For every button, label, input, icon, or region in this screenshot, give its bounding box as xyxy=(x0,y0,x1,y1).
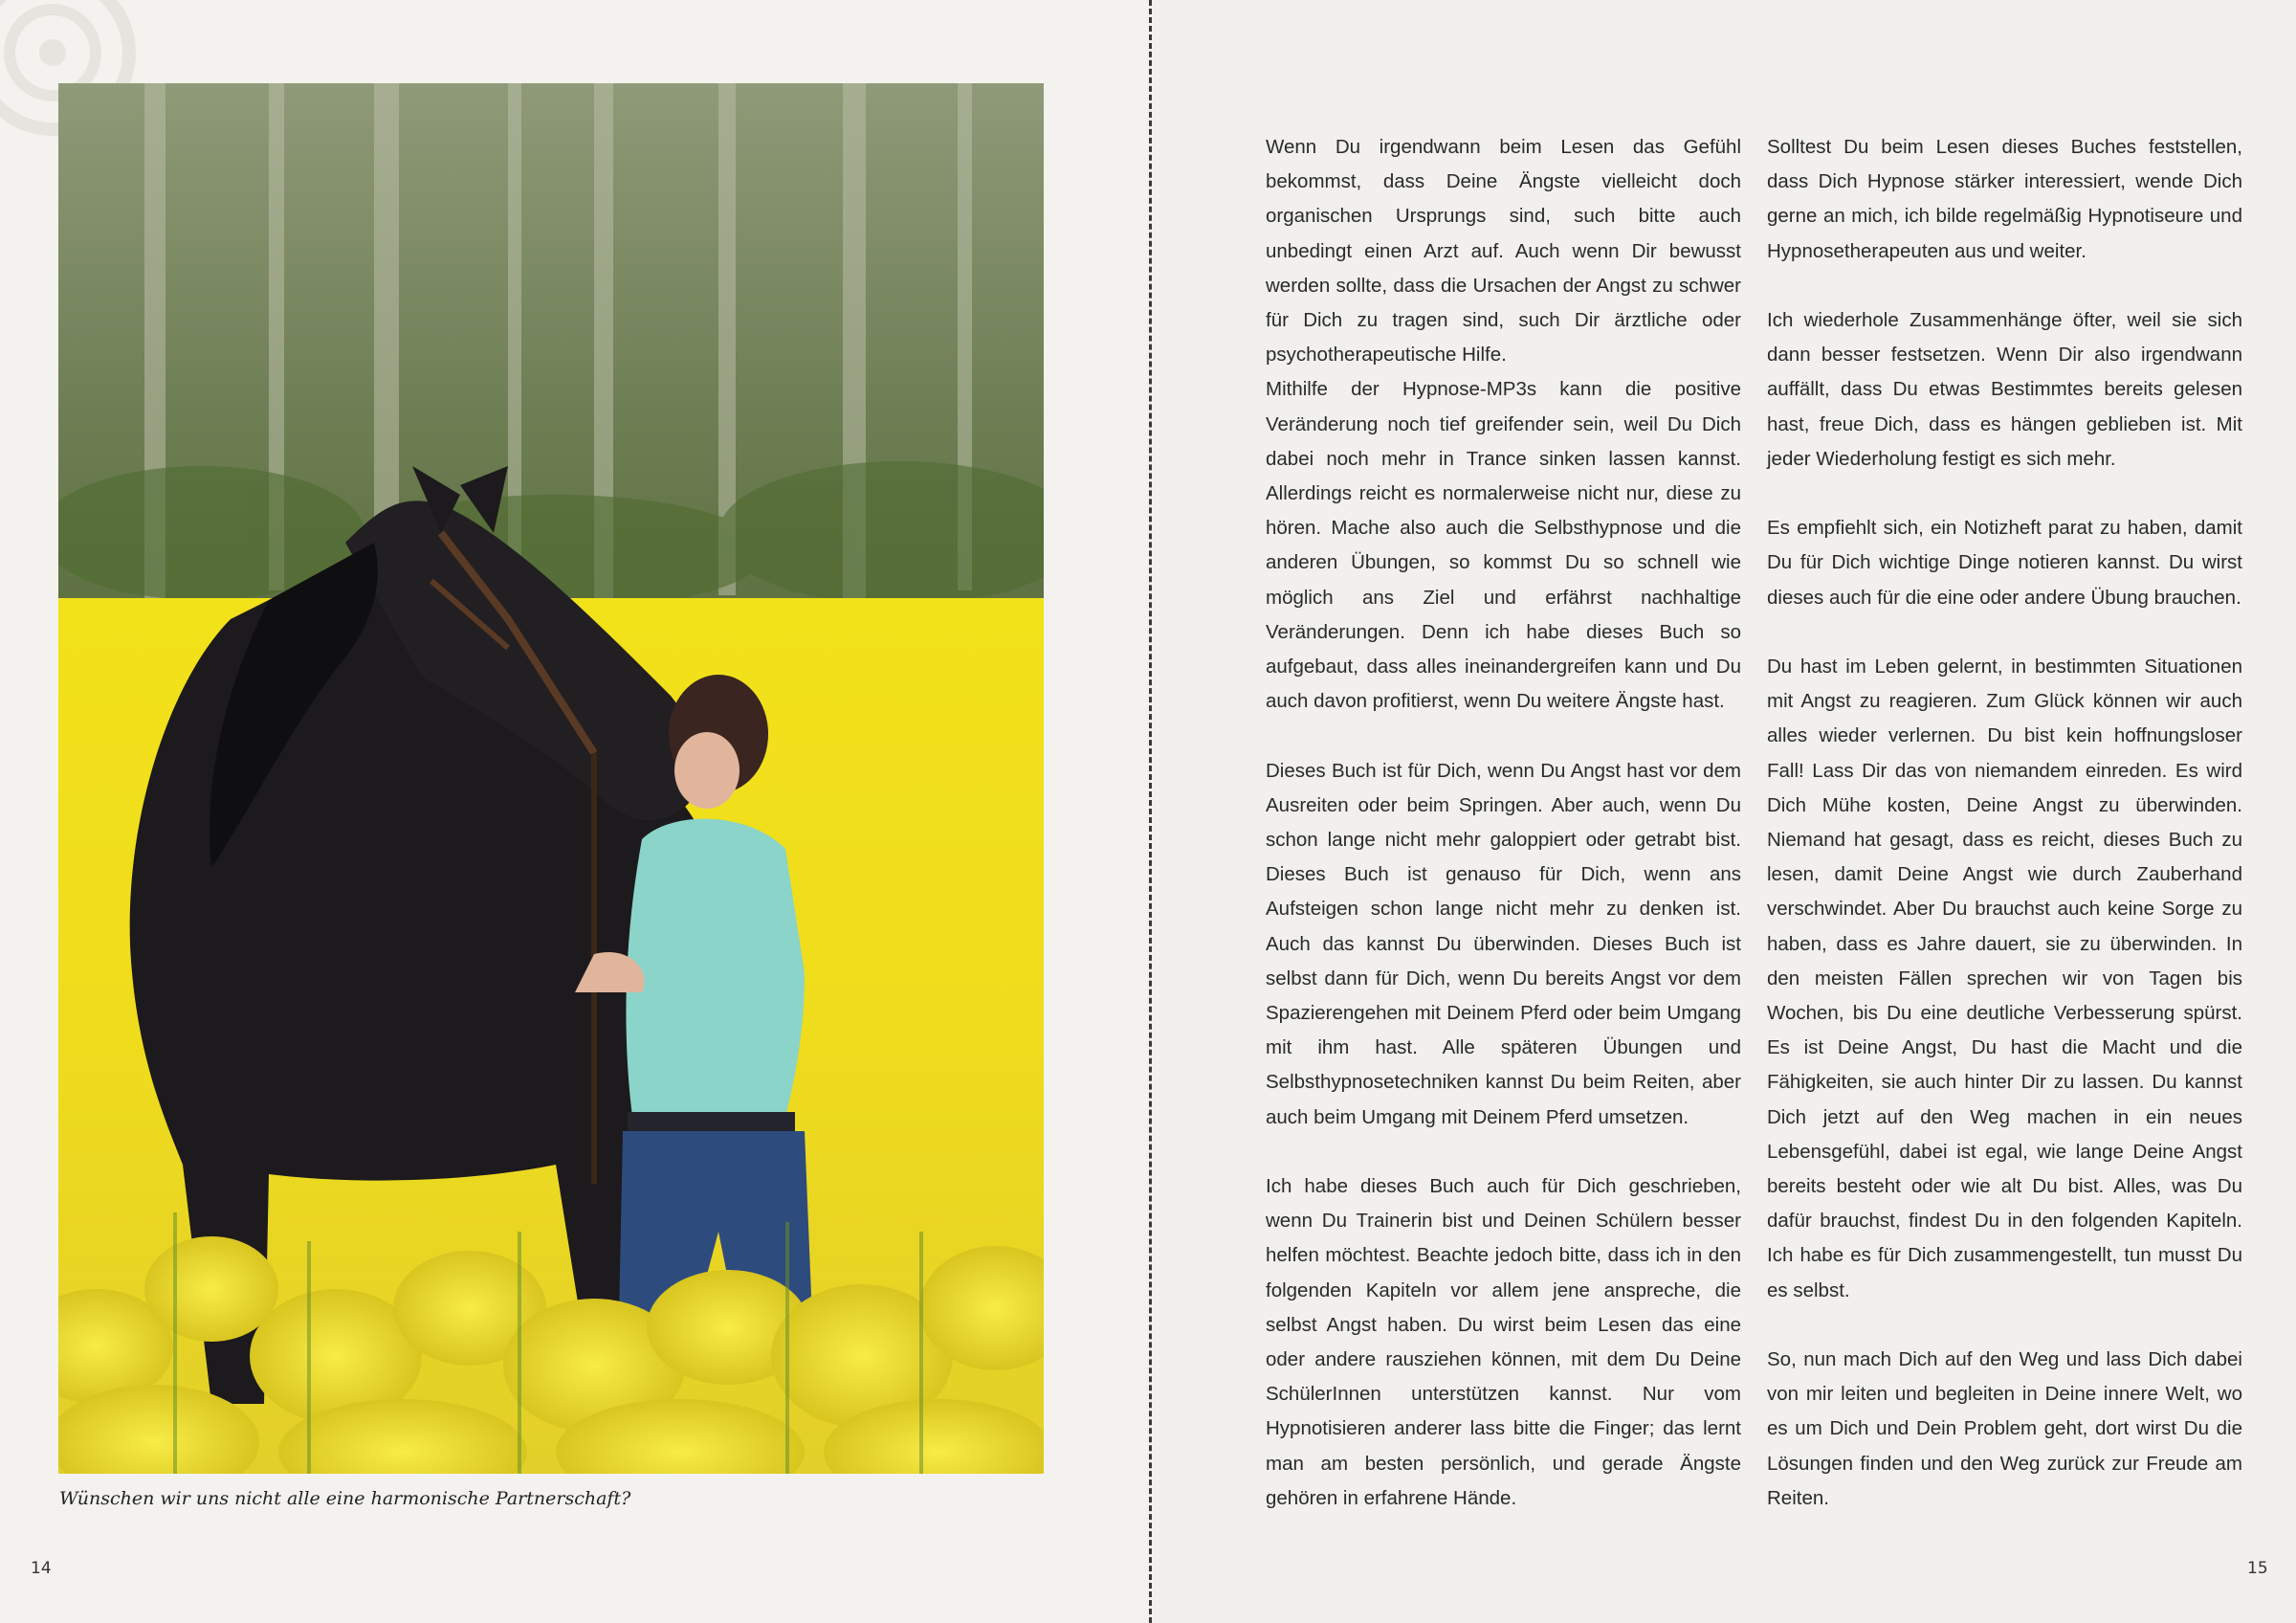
horse-and-woman-photo xyxy=(58,83,1044,1474)
paragraph: Ich wiederhole Zusammenhänge öfter, weil sie sich dann besser festsetzen. Wenn Dir also irgendwann auffällt, dass Du etwas Bestimmtes bereits gelesen hast, freue Dich, dass es hängen geblieben ist. Mit jeder Wiederholung festigt es sich mehr. xyxy=(1767,309,2242,470)
paragraph: Solltest Du beim Lesen dieses Buches feststellen, dass Dich Hypnose stärker interessiert, wende Dich gerne an mich, ich bilde regelmäßig Hypnotiseure und Hypnosetherapeuten aus und weiter. xyxy=(1767,136,2242,262)
photo-caption: Wünschen wir uns nicht alle eine harmonische Partnerschaft? xyxy=(59,1488,631,1509)
text-column-left xyxy=(1266,130,1741,1516)
paragraph: Ich habe dieses Buch auch für Dich geschrieben, wenn Du Trainerin bist und Deinen Schülern besser helfen möchtest. Beachte jedoch bitte, dass ich in den folgenden Kapiteln vor allem jene anspreche, die selbst Angst haben. Du wirst beim Lesen das eine oder andere rausziehen können, mit dem Du Deine SchülerInnen unterstützen kannst. Nur vom Hypnotisieren anderer lass bitte die Finger; das lernt man am besten persönlich, und gerade Ängste gehören in erfahrene Hände. xyxy=(1266,1175,1741,1509)
paragraph: Wenn Du irgendwann beim Lesen das Gefühl bekommst, dass Deine Ängste vielleicht doch organischen Ursprungs sind, such bitte auch unbedingt einen Arzt auf. Auch wenn Dir bewusst werden sollte, dass die Ursachen der Angst zu schwer für Dich zu tragen sind, such Dir ärztliche oder psychotherapeutische Hilfe. xyxy=(1266,136,1741,367)
paragraph: Mithilfe der Hypnose-MP3s kann die positive Veränderung noch tief greifender sein, weil Du Dich dabei noch mehr in Trance sinken lassen kannst. Allerdings reicht es normalerweise nicht nur, diese zu hören. Mache also auch die Selbsthypnose und die anderen Übungen, so kommst Du so schnell wie möglich ans Ziel und erfährst nachhaltige Veränderungen. Denn ich habe dieses Buch so aufgebaut, dass alles ineinandergreifen kann und Du auch davon profitierst, wenn Du weitere Ängste hast. xyxy=(1266,378,1741,713)
paragraph: So, nun mach Dich auf den Weg und lass Dich dabei von mir leiten und begleiten in Deine innere Welt, wo es um Dich und Dein Problem geht, dort wirst Du die Lösungen finden und den Weg zurück zur Freude am Reiten. xyxy=(1767,1348,2242,1509)
page-number-right: 15 xyxy=(2247,1559,2268,1578)
page-number-left: 14 xyxy=(31,1559,52,1578)
paragraph: Dieses Buch ist für Dich, wenn Du Angst hast vor dem Ausreiten oder beim Springen. Aber auch, wenn Du schon lange nicht mehr galoppiert oder getrabt bist. Dieses Buch ist genauso für Dich, wenn ans Aufsteigen schon lange nicht mehr zu denken ist. Auch das kannst Du überwinden. Dieses Buch ist selbst dann für Dich, wenn Du bereits Angst vor dem Spazierengehen mit Deinem Pferd oder beim Umgang mit ihm hast. Alle späteren Übungen und Selbsthypnosetechniken kannst Du beim Reiten, aber auch beim Umgang mit Deinem Pferd umsetzen. xyxy=(1266,759,1741,1128)
paragraph: Es empfiehlt sich, ein Notizheft parat zu haben, damit Du für Dich wichtige Dinge notieren kannst. Du wirst dieses auch für die eine oder andere Übung brauchen. xyxy=(1767,517,2242,609)
paragraph: Du hast im Leben gelernt, in bestimmten Situationen mit Angst zu reagieren. Zum Glück können wir auch alles wieder verlernen. Du bist kein hoffnungsloser Fall! Lass Dir das von niemandem einreden. Es wird Dich Mühe kosten, Deine Angst zu überwinden. Niemand hat gesagt, dass es reicht, dieses Buch zu lesen, damit Deine Angst wie durch Zauberhand verschwindet. Aber Du brauchst auch keine Sorge zu haben, dass es Jahre dauert, sie zu überwinden. In den meisten Fällen sprechen wir von Tagen bis Wochen, bis Du eine deutliche Verbesserung spürst. Es ist Deine Angst, Du hast die Macht und die Fähigkeiten, sie auch hinter Dir zu lassen. Du kannst Dich jetzt auf den Weg machen in ein neues Lebensgefühl, dabei ist egal, wie lange Deine Angst bereits besteht oder wie alt Du bist. Alles, was Du dafür brauchst, findest Du in den folgenden Kapiteln. Ich habe es für Dich zusammengestellt, tun musst Du es selbst. xyxy=(1767,656,2242,1301)
text-column-right xyxy=(1767,130,2242,1516)
